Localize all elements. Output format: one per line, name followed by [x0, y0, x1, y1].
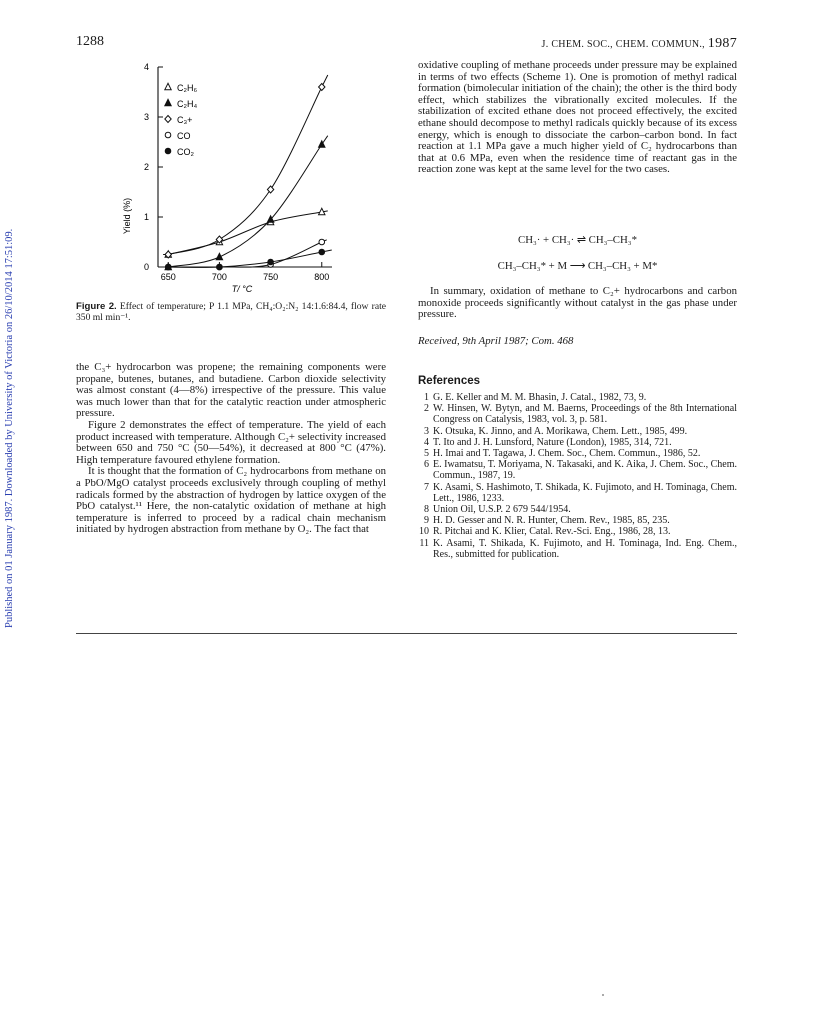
left-paragraph-1: the C₃+ hydrocarbon was propene; the remaining components were propane, butenes, butanes, and butadiene. Carbon dioxide selectivity was almost constant (4—8%) irrespective of the pressure. This value was much lower than that for the catalytic reaction under atmospheric pressure. [76, 361, 386, 420]
caption-label: Figure 2. [76, 301, 117, 312]
reference-text: K. Asami, T. Shikada, K. Fujimoto, and H. Tominaga, Ind. Eng. Chem., Res., submitted for publication. [433, 537, 737, 560]
reference-item [418, 526, 737, 537]
reference-number: 6 [424, 459, 429, 471]
x-tick-label: 650 [160, 272, 176, 282]
x-tick-label: 800 [314, 272, 330, 282]
reference-number: 3 [424, 425, 429, 437]
reference-item [418, 538, 737, 560]
reference-number: 9 [424, 515, 429, 527]
data-point [319, 239, 325, 245]
reference-item [418, 459, 737, 481]
references-list [418, 392, 737, 560]
left-paragraph-2: Figure 2 demonstrates the effect of temperature. The yield of each product increased with temperature. Although C₂+ selectivity increased between 650 and 750 °C (50—54%), it decreased at 800 °C (47%). High temperature favoured ethylene formation. [76, 418, 386, 466]
y-tick-label: 2 [143, 162, 149, 172]
summary-block [418, 286, 737, 321]
legend-marker [165, 99, 171, 105]
reference-item [418, 426, 737, 437]
reference-text: H. Imai and T. Tagawa, J. Chem. Soc., Chem. Commun., 1986, 52. [433, 448, 701, 460]
curve-0 [163, 211, 328, 255]
reference-text: W. Hinsen, W. Bytyn, and M. Baerns, Proceedings of the 8th International Congress on Catalysis, 1983, vol. 3, p. 581. [433, 403, 737, 426]
figure-2-chart [110, 56, 360, 294]
journal-year: 1987 [707, 36, 737, 51]
legend-marker [165, 116, 171, 123]
x-tick-label: 700 [211, 272, 227, 282]
references-heading: References [418, 375, 481, 387]
legend-label: C₃+ [177, 115, 193, 125]
legend-label: C₂H₆ [177, 83, 198, 93]
reference-text: H. D. Gesser and N. R. Hunter, Chem. Rev., 1985, 85, 235. [433, 515, 670, 527]
reference-number: 5 [424, 448, 429, 460]
data-point [217, 264, 223, 270]
data-point [165, 264, 171, 270]
caption-text: Effect of temperature; P 1.1 MPa, CH₄:O₂:N₂ 14:1.6:84.4, flow rate 350 ml min⁻¹. [76, 301, 387, 323]
bottom-rule [76, 633, 737, 634]
reference-number: 1 [424, 392, 429, 403]
legend-marker [165, 148, 171, 154]
data-point [319, 84, 325, 91]
reference-number: 11 [419, 537, 429, 549]
reference-text: E. Iwamatsu, T. Moriyama, N. Takasaki, and K. Aika, J. Chem. Soc., Chem. Commun., 1987, 19. [433, 459, 737, 482]
reference-text: Union Oil, U.S.P. 2 679 544/1954. [433, 504, 571, 516]
legend-marker [165, 83, 171, 89]
reference-text: K. Otsuka, K. Jinno, and A. Morikawa, Chem. Lett., 1985, 499. [433, 425, 688, 437]
figure-caption [76, 301, 386, 323]
legend-label: CO₂ [177, 147, 194, 157]
reference-number: 7 [424, 481, 429, 493]
data-point [216, 253, 222, 259]
reference-text: R. Pitchai and K. Klier, Catal. Rev.-Sci. Eng., 1986, 28, 13. [433, 526, 671, 538]
download-watermark[interactable]: Published on 01 January 1987. Downloaded by University of Victoria on 26/10/2014 17:51:09. [4, 228, 15, 628]
summary-paragraph: In summary, oxidation of methane to C₂+ hydrocarbons and carbon monoxide proceeds significantly without catalyst in the gas phase under pressure. [418, 285, 737, 321]
y-tick-label: 0 [143, 262, 149, 272]
reference-number: 4 [424, 436, 429, 448]
y-tick-label: 3 [143, 112, 149, 122]
legend-label: C₂H₄ [177, 99, 198, 109]
reference-item [418, 403, 737, 425]
data-point [268, 259, 274, 265]
x-axis-label: T/ °C [231, 284, 253, 294]
reference-number: 2 [424, 403, 429, 415]
equation-1: CH₃· + CH₃· ⇌ CH₃–CH₃* [518, 234, 637, 246]
reference-item [418, 482, 737, 504]
reference-item [418, 392, 737, 403]
curve-3 [163, 240, 327, 267]
reference-item [418, 437, 737, 448]
y-axis-label: Yield (%) [122, 197, 132, 235]
page-speck [602, 994, 604, 996]
left-paragraph-3: It is thought that the formation of C₂ hydrocarbons from methane on a PbO/MgO catalyst proceeds exclusively through coupling of methyl radicals formed by the abstraction of hydrogen by lattice oxygen of the PbO catalyst.¹¹ Here, the non-catalytic oxidation of methane at high temperature is inferred to proceed by a radical chain mechanism initiated by hydrogen abstraction from methane by O₂. The fact that [76, 465, 386, 536]
reference-item [418, 504, 737, 515]
page-number: 1288 [76, 34, 104, 49]
data-point [319, 249, 325, 255]
right-column [418, 60, 737, 176]
reference-text: K. Asami, S. Hashimoto, T. Shikada, K. Fujimoto, and H. Tominaga, Chem. Lett., 1986, 1233. [433, 481, 737, 504]
right-paragraph-1: oxidative coupling of methane proceeds under pressure may be explained in terms of two effects (Scheme 1). One is promotion of methyl radical formation (bimolecular initiation of the chain); the other is the third body effect, which stabilizes the vibrationally excited molecules. If the stabilization of excited ethane does not proceed effectively, the excited ethane should decompose to methyl radicals quickly because of its excess energy, which is enough to dissociate the carbon–carbon bond. In fact reaction at 1.1 MPa gave a much higher yield of C₂ hydrocarbons than that at 0.6 MPa, even when the residence time of reactant gas in the reaction zone was kept at the same level for the two cases. [418, 59, 737, 176]
chart-legend [165, 83, 198, 157]
y-tick-label: 1 [143, 212, 149, 222]
reference-number: 8 [424, 504, 429, 516]
x-tick-label: 750 [263, 272, 279, 282]
reference-number: 10 [419, 526, 429, 538]
y-tick-label: 4 [143, 62, 149, 72]
reference-text: T. Ito and J. H. Lunsford, Nature (London), 1985, 314, 721. [433, 436, 672, 448]
legend-marker [165, 132, 171, 138]
legend-label: CO [177, 131, 191, 141]
reference-item [418, 448, 737, 459]
journal-header [542, 36, 737, 52]
received-line: Received, 9th April 1987; Com. 468 [418, 335, 574, 347]
journal-name: J. CHEM. SOC., CHEM. COMMUN., [541, 39, 705, 50]
reference-item [418, 515, 737, 526]
left-column [76, 362, 386, 536]
reference-text: G. E. Keller and M. M. Bhasin, J. Catal., 1982, 73, 9. [433, 392, 647, 403]
equation-2: CH₃–CH₃* + M ⟶ CH₃–CH₃ + M* [497, 260, 658, 272]
